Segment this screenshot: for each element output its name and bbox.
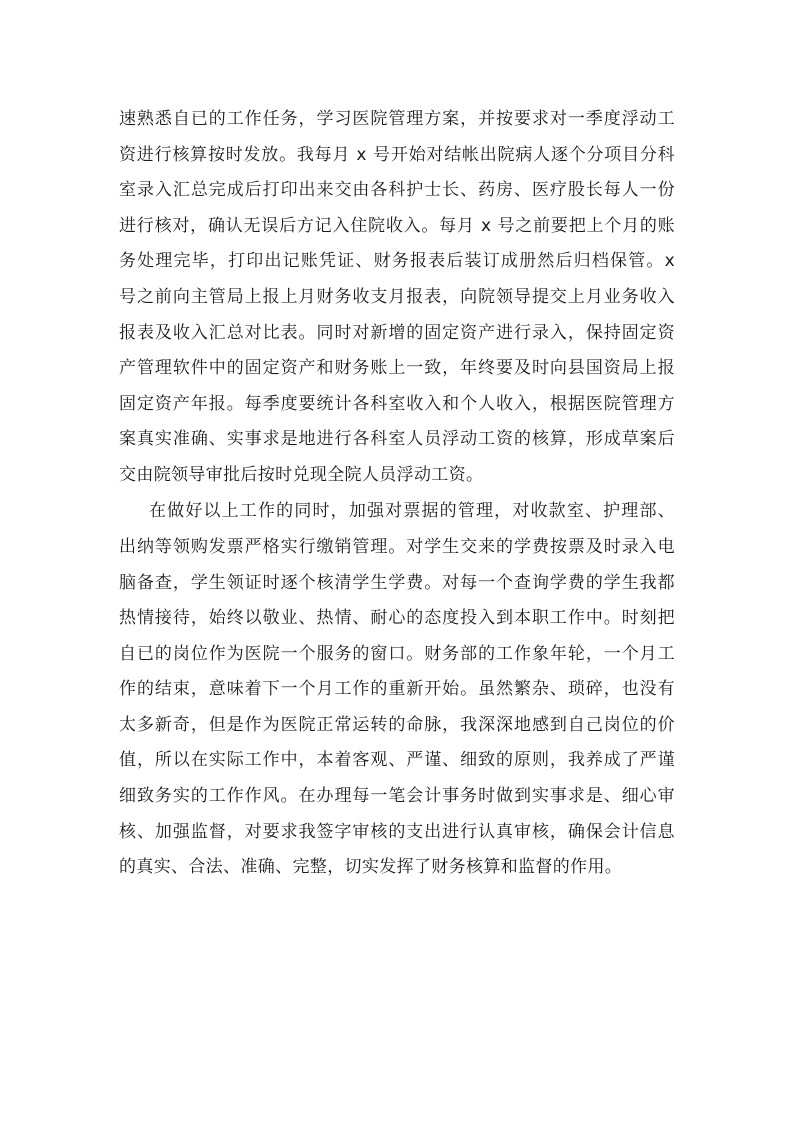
text-line: 案真实准确、实事求是地进行各科室人员浮动工资的核算，形成草案后 — [119, 429, 675, 450]
text-line: 的真实、合法、准确、完整，切实发挥了财务核算和监督的作用。 — [119, 857, 623, 878]
body-text — [119, 102, 675, 886]
text-line: 自已的岗位作为医院一个服务的窗口。财务部的工作象年轮，一个月工 — [119, 643, 675, 664]
text-line: 太多新奇，但是作为医院正常运转的命脉，我深深地感到自己岗位的价 — [119, 714, 675, 735]
text-line: 速熟悉自已的工作任务，学习医院管理方案，并按要求对一季度浮动工 — [119, 109, 675, 129]
text-line: 作的结束，意味着下一个月工作的重新开始。虽然繁杂、琐碎，也没有 — [119, 679, 675, 700]
text-line: 在做好以上工作的同时，加强对票据的管理，对收款室、护理部、 — [149, 501, 675, 522]
text-line: 报表及收入汇总对比表。同时对新增的固定资产进行录入，保持固定资 — [119, 322, 675, 343]
text-line: 资进行核算按时发放。我每月 x 号开始对结帐出院病人逐个分项目分科 — [119, 144, 675, 165]
text-line: 务处理完毕，打印出记账凭证、财务报表后装订成册然后归档保管。x — [119, 251, 675, 272]
text-line: 值，所以在实际工作中，本着客观、严谨、细致的原则，我养成了严谨 — [119, 750, 675, 771]
paragraph-2 — [119, 494, 675, 886]
text-line: 脑备查，学生领证时逐个核清学生学费。对每一个查询学费的学生我都 — [119, 572, 675, 593]
text-line: 产管理软件中的固定资产和财务账上一致，年终要及时向县国资局上报 — [119, 358, 675, 379]
text-line: 核、加强监督，对要求我签字审核的支出进行认真审核，确保会计信息 — [119, 821, 675, 842]
text-line: 出纳等领购发票严格实行缴销管理。对学生交来的学费按票及时录入电 — [119, 536, 675, 557]
text-line: 热情接待，始终以敬业、热情、耐心的态度投入到本职工作中。时刻把 — [119, 608, 675, 629]
text-line: 交由院领导审批后按时兑现全院人员浮动工资。 — [119, 464, 484, 485]
paragraph-1 — [119, 102, 675, 494]
text-line: 号之前向主管局上报上月财务收支月报表，向院领导提交上月业务收入 — [119, 286, 675, 307]
text-line: 进行核对，确认无误后方记入住院收入。每月 x 号之前要把上个月的账 — [119, 215, 675, 236]
text-line: 室录入汇总完成后打印出来交由各科护士长、药房、医疗股长每人一份 — [119, 180, 675, 201]
text-line: 细致务实的工作作风。在办理每一笔会计事务时做到实事求是、细心审 — [119, 786, 675, 807]
text-line: 固定资产年报。每季度要统计各科室收入和个人收入，根据医院管理方 — [119, 393, 675, 414]
